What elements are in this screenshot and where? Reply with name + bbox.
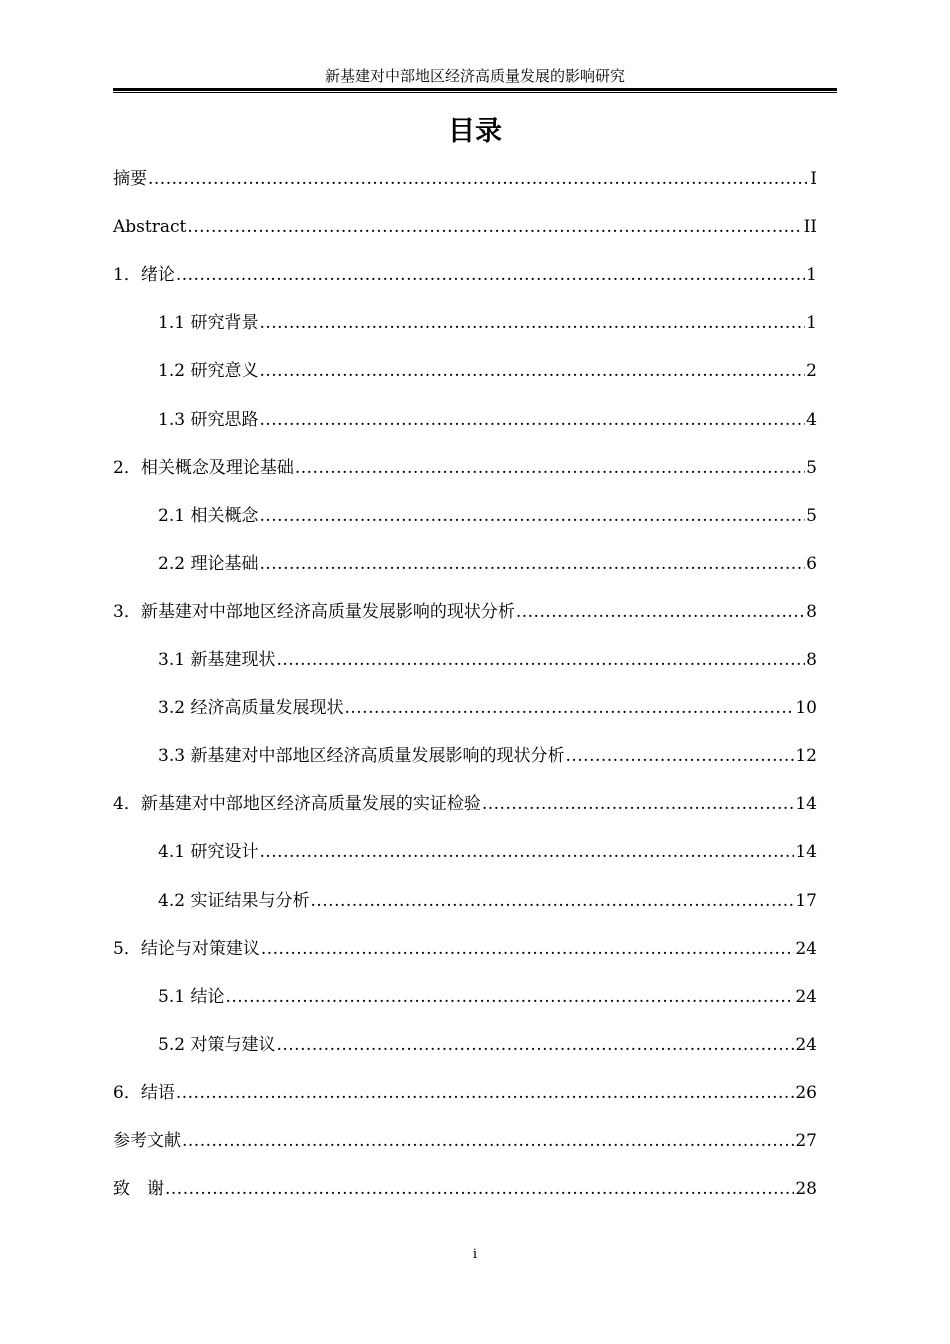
toc-entry[interactable] (113, 932, 817, 966)
toc-entry-title: 4.2 实证结果与分析 (158, 890, 310, 911)
toc-entry-page: 26 (795, 1082, 817, 1103)
toc-entry[interactable] (158, 884, 817, 918)
toc-entry-page: 5 (806, 505, 817, 526)
toc-entry[interactable] (158, 499, 817, 533)
toc-entry-title: 5．结论与对策建议 (113, 938, 260, 959)
toc-entry-page: 12 (795, 746, 817, 767)
toc-entry-title: 3.3 新基建对中部地区经济高质量发展影响的现状分析 (158, 746, 565, 767)
toc-entry-page: 2 (806, 361, 817, 382)
toc-entry-title: Abstract (113, 217, 187, 238)
toc-entry[interactable] (113, 258, 817, 292)
toc-dot-leader (295, 451, 805, 485)
toc-dot-leader (259, 354, 805, 388)
toc-dot-leader (276, 643, 805, 677)
toc-entry-page: 27 (795, 1131, 817, 1151)
toc-entry[interactable] (113, 595, 817, 629)
toc-entry-title: 3.2 经济高质量发展现状 (158, 698, 344, 719)
toc-entry[interactable] (113, 162, 817, 196)
toc-entry[interactable] (158, 739, 817, 773)
toc-entry[interactable] (158, 691, 817, 725)
toc-dot-leader (259, 306, 805, 340)
toc-entry[interactable] (113, 1076, 817, 1110)
toc-entry-title: 3．新基建对中部地区经济高质量发展影响的现状分析 (113, 601, 515, 622)
header-rule (113, 88, 837, 91)
toc-entry-page: 10 (795, 698, 817, 719)
toc-entry[interactable] (158, 306, 817, 340)
toc-entry-page: I (810, 169, 817, 189)
toc-entry-title: 5.1 结论 (158, 986, 225, 1007)
toc-entry-title: 3.1 新基建现状 (158, 650, 276, 670)
toc-entry-page: 14 (795, 842, 817, 863)
toc-dot-leader (516, 595, 805, 629)
toc-entry-title: 2.1 相关概念 (158, 505, 259, 526)
toc-dot-leader (225, 980, 794, 1014)
toc-entry-page: 24 (795, 1034, 817, 1055)
page-number: i (472, 1247, 478, 1262)
toc-entry-page: 28 (795, 1179, 817, 1200)
toc-entry-page: 14 (795, 794, 817, 815)
toc-entry[interactable] (113, 451, 817, 485)
toc-dot-leader (259, 403, 805, 437)
toc-entry[interactable] (158, 1028, 817, 1062)
toc-entry-title: 参考文献 (113, 1131, 181, 1151)
toc-dot-leader (259, 499, 805, 533)
toc-title: 目录 (448, 116, 502, 147)
toc-entry-title: 1.1 研究背景 (158, 313, 259, 334)
toc-entry-page: 8 (806, 601, 817, 622)
toc-entry-title: 4．新基建对中部地区经济高质量发展的实证检验 (113, 794, 481, 815)
toc-entry[interactable] (158, 835, 817, 869)
toc-entry[interactable] (158, 980, 817, 1014)
header-rule-thin (113, 92, 837, 93)
toc-dot-leader (176, 258, 805, 292)
toc-dot-leader (565, 739, 794, 773)
toc-dot-leader (165, 1172, 794, 1206)
toc-entry[interactable] (158, 547, 817, 581)
toc-dot-leader (259, 835, 794, 869)
toc-dot-leader (261, 932, 795, 966)
toc-entry-page: 5 (806, 457, 817, 478)
toc-dot-leader (176, 1076, 795, 1110)
toc-entry-page: 24 (795, 938, 817, 959)
toc-entry-title: 1.3 研究思路 (158, 409, 259, 430)
toc-dot-leader (344, 691, 794, 725)
toc-entry-title: 5.2 对策与建议 (158, 1034, 276, 1055)
toc-entry-title: 1．绪论 (113, 265, 175, 286)
toc-entry-title: 致 谢 (113, 1179, 164, 1200)
toc-entry[interactable] (158, 354, 817, 388)
toc-entry-page: 24 (795, 986, 817, 1007)
toc-entry-title: 1.2 研究意义 (158, 361, 259, 382)
toc-entry[interactable] (113, 1172, 817, 1206)
toc-dot-leader (148, 162, 809, 196)
toc-entry-page: 1 (806, 313, 817, 334)
toc-entry-title: 2．相关概念及理论基础 (113, 457, 294, 478)
toc-dot-leader (259, 547, 805, 581)
toc-entry-page: 6 (806, 553, 817, 574)
toc-entry-page: 1 (806, 265, 817, 286)
toc-entry-title: 2.2 理论基础 (158, 553, 259, 574)
toc-dot-leader (182, 1124, 794, 1158)
toc-entry-title: 4.1 研究设计 (158, 842, 259, 863)
toc-entry-title: 摘要 (113, 169, 147, 189)
toc-dot-leader (276, 1028, 794, 1062)
toc-entry-page: 17 (795, 890, 817, 911)
toc-entry-page: 8 (806, 650, 817, 670)
toc-entry[interactable] (113, 787, 817, 821)
toc-entry-page: 4 (806, 409, 817, 430)
toc-entry[interactable] (158, 643, 817, 677)
toc-entry-page: II (803, 217, 817, 238)
toc-entry[interactable] (113, 1124, 817, 1158)
toc-dot-leader (310, 884, 794, 918)
toc-dot-leader (482, 787, 795, 821)
toc-entry-title: 6．结语 (113, 1082, 175, 1103)
toc-entry[interactable] (158, 403, 817, 437)
toc-dot-leader (187, 210, 802, 244)
toc-entry[interactable] (113, 210, 817, 244)
running-header: 新基建对中部地区经济高质量发展的影响研究 (324, 67, 625, 85)
